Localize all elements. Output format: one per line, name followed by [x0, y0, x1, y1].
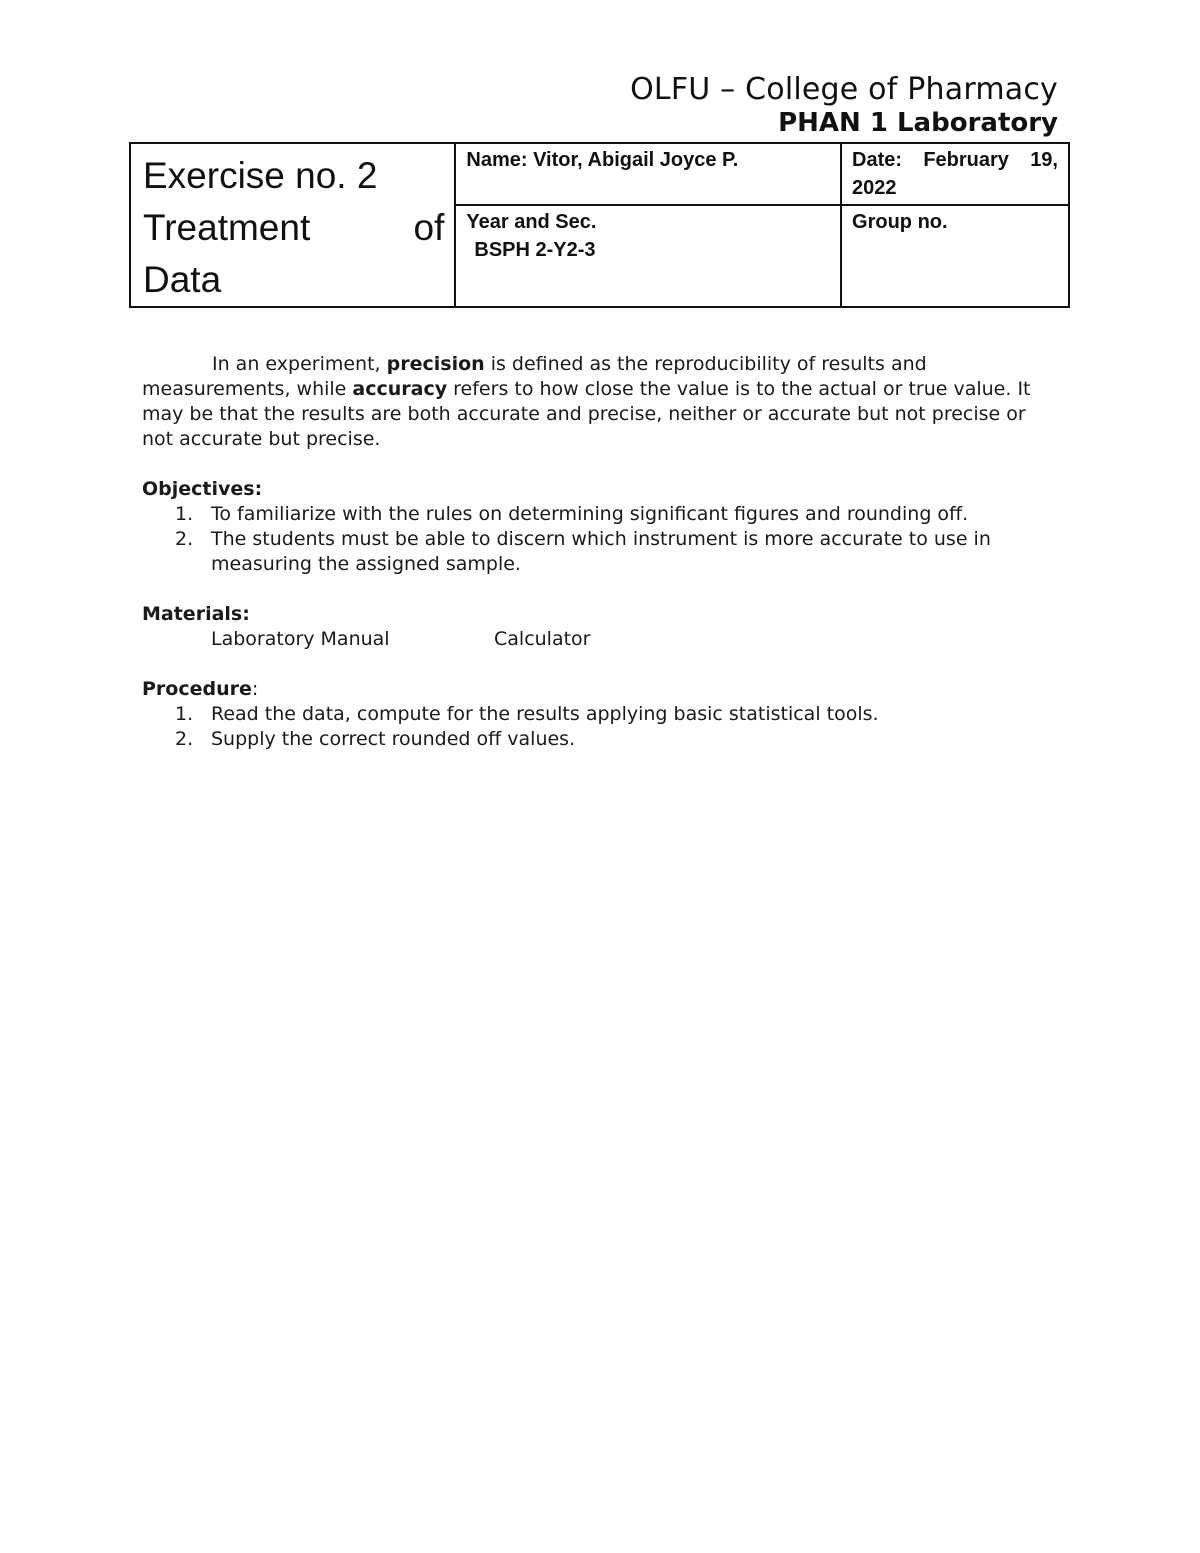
date-cell: [841, 143, 1069, 205]
list-item-text: To familiarize with the rules on determining significant figures and rounding off.: [211, 503, 969, 525]
list-item: [142, 727, 1058, 752]
list-item: [142, 527, 1058, 577]
list-item: [142, 502, 1058, 527]
year-section-value: BSPH 2-Y2-3: [474, 238, 596, 261]
list-item: [142, 702, 1058, 727]
exercise-info-table: [129, 142, 1070, 308]
exercise-title-word: Data: [143, 259, 222, 300]
date-label: Date:: [852, 149, 903, 171]
date-month: February: [923, 149, 1009, 171]
list-number: 1.: [175, 503, 194, 525]
name-cell: [455, 143, 841, 205]
date-year: 2022: [852, 177, 897, 199]
procedure-title: Procedure: [142, 678, 252, 700]
institution-title: OLFU – College of Pharmacy: [630, 72, 1058, 107]
intro-text: In an experiment,: [212, 353, 387, 375]
materials-title: Materials:: [142, 603, 250, 625]
year-section-label: Year and Sec.: [466, 210, 597, 233]
procedure-heading: [142, 677, 1058, 702]
exercise-title-word: of: [413, 207, 445, 248]
date-day: 19,: [1030, 149, 1058, 171]
objectives-title: Objectives:: [142, 478, 263, 500]
exercise-number: Exercise no. 2: [143, 155, 378, 196]
list-number: 2.: [175, 528, 194, 550]
material-item: Calculator: [494, 628, 591, 650]
materials-list: [142, 627, 1058, 652]
list-number: 1.: [175, 703, 194, 725]
precision-term: precision: [386, 353, 485, 375]
list-item-text: Supply the correct rounded off values.: [211, 728, 576, 750]
lab-title: PHAN 1 Laboratory: [778, 108, 1058, 138]
intro-text: is defined as the reproducibility of results and measurements, while: [142, 353, 927, 400]
list-item-text: Read the data, compute for the results applying basic statistical tools.: [211, 703, 879, 725]
exercise-title-word: Treatment: [143, 207, 311, 248]
group-cell: [841, 205, 1069, 307]
exercise-title-cell: [130, 143, 455, 307]
list-number: 2.: [175, 728, 194, 750]
accuracy-term: accuracy: [352, 378, 448, 400]
procedure-list: [142, 702, 1058, 752]
intro-paragraph: [142, 352, 1058, 452]
material-item: Laboratory Manual: [211, 628, 390, 650]
group-label: Group no.: [852, 210, 948, 233]
name-value: Vitor, Abigail Joyce P.: [533, 149, 739, 171]
year-section-cell: [455, 205, 841, 307]
intro-text: refers to how close the value is to the actual or true value. It may be that the results are both accurate and precise, neither or accurate but not precise or not accurate but precise.: [142, 378, 1031, 450]
name-label: Name:: [466, 149, 528, 171]
objectives-list: [142, 502, 1058, 577]
procedure-colon: :: [251, 678, 259, 700]
list-item-text: The students must be able to discern which instrument is more accurate to use in measuring the assigned sample.: [211, 528, 991, 575]
document-body: [142, 352, 1058, 752]
